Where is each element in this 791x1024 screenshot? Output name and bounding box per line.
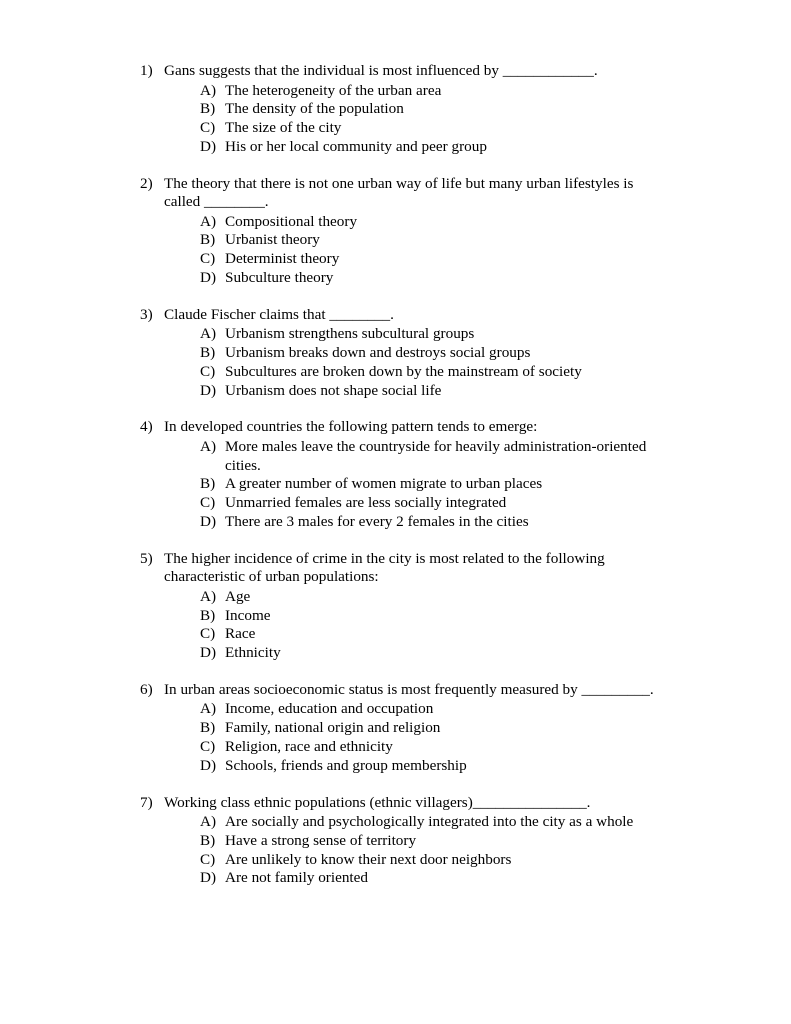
choice-option[interactable]: [138, 363, 663, 382]
choice-text: Family, national origin and religion: [225, 719, 441, 737]
question-item: [138, 175, 663, 288]
choice-letter: D): [200, 269, 217, 286]
choice-text: Age: [225, 587, 251, 605]
choice-text: The density of the population: [225, 100, 404, 118]
choice-text: There are 3 males for every 2 females in the cities: [225, 512, 529, 530]
choice-text: Income, education and occupation: [225, 700, 434, 718]
question-text: Gans suggests that the individual is most influenced by ____________.: [164, 62, 598, 79]
choice-letter: C): [200, 625, 216, 643]
question-stem: [138, 306, 663, 325]
choice-letter: B): [200, 606, 216, 624]
choice-text: Are not family oriented: [225, 869, 368, 887]
choice-option[interactable]: [138, 644, 663, 663]
choice-option[interactable]: [138, 100, 663, 119]
question-text: Working class ethnic populations (ethnic villagers)_______________.: [164, 793, 591, 811]
choice-letter: D): [200, 137, 217, 155]
question-number: 5): [140, 549, 153, 567]
choice-list: [138, 813, 663, 888]
choice-letter: A): [200, 212, 217, 230]
choice-option[interactable]: [138, 757, 663, 776]
question-item: [138, 794, 663, 889]
choice-option[interactable]: [138, 700, 663, 719]
question-stem: [138, 418, 663, 437]
question-number: 2): [140, 174, 153, 192]
question-stem: [138, 550, 663, 587]
question-stem: [138, 794, 663, 813]
choice-option[interactable]: [138, 869, 663, 888]
question-item: [138, 418, 663, 531]
choice-letter: D): [200, 756, 217, 774]
choice-letter: B): [200, 719, 216, 737]
choice-text: Urbanism does not shape social life: [225, 381, 442, 399]
question-number: 4): [140, 418, 153, 436]
choice-option[interactable]: [138, 513, 663, 532]
choice-letter: B): [200, 231, 216, 249]
choice-letter: B): [200, 475, 216, 493]
choice-option[interactable]: [138, 607, 663, 626]
choice-option[interactable]: [138, 213, 663, 232]
choice-option[interactable]: [138, 851, 663, 870]
choice-letter: C): [200, 362, 216, 380]
choice-text: A greater number of women migrate to urban places: [225, 475, 543, 493]
choice-option[interactable]: [138, 588, 663, 607]
choice-letter: C): [200, 494, 216, 512]
choice-text: More males leave the countryside for heavily administration-oriented cities.: [225, 437, 647, 474]
question-number: 1): [140, 62, 153, 79]
choice-text: Race: [225, 625, 256, 643]
question-item: [138, 550, 663, 663]
choice-list: [138, 438, 663, 532]
choice-text: Urbanism breaks down and destroys social groups: [225, 344, 531, 362]
question-stem: [138, 62, 663, 81]
choice-text: Are socially and psychologically integrated into the city as a whole: [225, 813, 634, 831]
choice-list: [138, 588, 663, 663]
choice-letter: C): [200, 850, 216, 868]
question-text: In urban areas socioeconomic status is most frequently measured by _________.: [164, 680, 654, 698]
question-text: The theory that there is not one urban way of life but many urban lifestyles is called ________.: [164, 174, 634, 211]
choice-option[interactable]: [138, 82, 663, 101]
choice-text: Unmarried females are less socially integrated: [225, 494, 507, 512]
question-number: 6): [140, 680, 153, 698]
choice-text: Urbanist theory: [225, 231, 320, 249]
choice-letter: A): [200, 587, 217, 605]
choice-text: Determinist theory: [225, 250, 340, 268]
choice-list: [138, 325, 663, 400]
choice-option[interactable]: [138, 250, 663, 269]
choice-option[interactable]: [138, 438, 663, 476]
choice-letter: B): [200, 100, 216, 118]
choice-text: Ethnicity: [225, 644, 281, 662]
choice-option[interactable]: [138, 738, 663, 757]
question-item: [138, 306, 663, 401]
choice-option[interactable]: [138, 138, 663, 157]
choice-letter: A): [200, 437, 217, 455]
choice-option[interactable]: [138, 269, 663, 288]
choice-letter: B): [200, 344, 216, 362]
question-item: [138, 62, 663, 157]
question-text: Claude Fischer claims that ________.: [164, 305, 394, 323]
choice-text: Are unlikely to know their next door neighbors: [225, 850, 512, 868]
choice-text: Religion, race and ethnicity: [225, 737, 393, 755]
choice-option[interactable]: [138, 344, 663, 363]
question-text: In developed countries the following pattern tends to emerge:: [164, 418, 538, 436]
choice-option[interactable]: [138, 119, 663, 138]
choice-text: Subcultures are broken down by the mainstream of society: [225, 362, 582, 380]
choice-text: The size of the city: [225, 119, 342, 137]
choice-text: Schools, friends and group membership: [225, 756, 467, 774]
question-text: The higher incidence of crime in the city is most related to the following characteristic of urban populations:: [164, 549, 605, 586]
choice-letter: C): [200, 119, 216, 137]
choice-letter: D): [200, 512, 217, 530]
question-stem: [138, 681, 663, 700]
choice-option[interactable]: [138, 325, 663, 344]
choice-text: Urbanism strengthens subcultural groups: [225, 325, 475, 343]
choice-list: [138, 700, 663, 775]
question-number: 3): [140, 305, 153, 323]
choice-text: The heterogeneity of the urban area: [225, 81, 442, 99]
choice-letter: A): [200, 700, 217, 718]
choice-option[interactable]: [138, 494, 663, 513]
choice-option[interactable]: [138, 625, 663, 644]
choice-option[interactable]: [138, 813, 663, 832]
choice-letter: C): [200, 250, 216, 268]
question-stem: [138, 175, 663, 212]
choice-text: Have a strong sense of territory: [225, 831, 417, 849]
choice-letter: A): [200, 813, 217, 831]
choice-letter: B): [200, 831, 216, 849]
choice-option[interactable]: [138, 231, 663, 250]
question-number: 7): [140, 793, 153, 811]
choice-letter: A): [200, 325, 217, 343]
choice-letter: D): [200, 381, 217, 399]
choice-option[interactable]: [138, 832, 663, 851]
choice-letter: D): [200, 869, 217, 887]
choice-text: Compositional theory: [225, 212, 358, 230]
choice-text: His or her local community and peer group: [225, 137, 487, 155]
choice-option[interactable]: [138, 719, 663, 738]
choice-letter: A): [200, 81, 217, 99]
choice-list: [138, 82, 663, 157]
choice-list: [138, 213, 663, 288]
choice-letter: D): [200, 644, 217, 662]
question-item: [138, 681, 663, 776]
choice-letter: C): [200, 737, 216, 755]
choice-option[interactable]: [138, 475, 663, 494]
choice-option[interactable]: [138, 382, 663, 401]
choice-text: Income: [225, 606, 271, 624]
choice-text: Subculture theory: [225, 269, 334, 286]
